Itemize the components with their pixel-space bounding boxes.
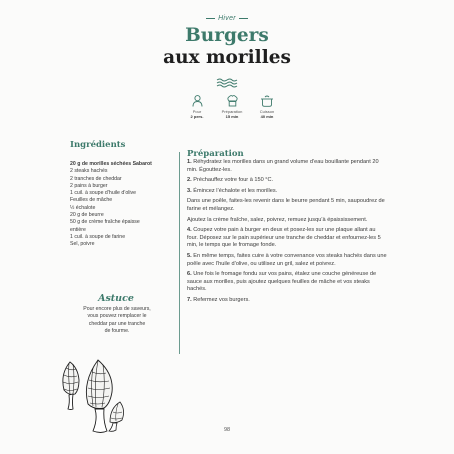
meta-servings-label: Pour — [192, 109, 202, 114]
step-7 — [187, 297, 387, 305]
step-text: Dans une poêle, faites-les revenir dans le beurre pendant 5 min, saupoudrez de farine et mélangez. — [187, 198, 385, 212]
step-number: 3. — [187, 187, 192, 194]
meta-cook — [252, 95, 282, 119]
tip-line: vous pouvez remplacer le — [87, 313, 147, 320]
step-text: Refermez vos burgers. — [193, 296, 250, 303]
tip-title: Astuce — [98, 293, 134, 304]
meta-cook-value: 40 min — [260, 114, 274, 119]
column-divider — [179, 152, 180, 354]
step-3-cont-a — [187, 198, 387, 213]
meta-cook-label: Cuisson — [259, 109, 275, 114]
step-6 — [187, 271, 387, 294]
ingredient-item: 50 g de crème fraîche épaisse — [70, 219, 140, 226]
ingredient-item: 2 pains à burger — [70, 182, 108, 189]
ingredient-item: 20 g de morilles séchées Sabarot — [70, 161, 152, 167]
tip-line: Pour encore plus de saveurs, — [83, 306, 151, 312]
ingredient-item: 1 cuil. à soupe d’huile d’olive — [70, 190, 137, 197]
ingredient-item: Feuilles de mâche — [70, 197, 113, 204]
ingredient-item: entière — [70, 226, 86, 233]
step-3-cont-b — [187, 217, 387, 225]
step-number: 1. — [187, 159, 192, 165]
step-number: 2. — [187, 177, 192, 184]
ingredients-title: Ingrédients — [70, 140, 126, 150]
tip-line: cheddar par une tranche — [88, 320, 146, 327]
chef-icon — [226, 95, 239, 107]
step-number: 4. — [187, 227, 192, 234]
step-text: Préchauffez votre four à 150 °C. — [193, 177, 274, 184]
ingredient-item: Sel, poivre — [70, 241, 95, 248]
step-number: 7. — [187, 296, 192, 303]
morel-mushrooms-illustration — [58, 352, 130, 434]
ingredient-item: 20 g de beurre — [70, 212, 104, 219]
tip-line: de fourme. — [104, 328, 130, 335]
step-1 — [187, 159, 387, 174]
meta-prep-label: Préparation — [221, 109, 243, 114]
step-4 — [187, 227, 387, 250]
step-number: 5. — [187, 252, 192, 259]
ingredient-item: 2 tranches de cheddar — [70, 175, 122, 182]
ingredient-item: ½ échalote — [70, 204, 96, 211]
step-text: Une fois le fromage fondu sur vos pains, étalez une couche généreuse de sauce aux morilles, puis ajoutez quelques feuilles de mâche et vos steaks hachés. — [187, 271, 377, 293]
tip-text — [68, 306, 166, 336]
season-text: Hiver — [203, 15, 251, 22]
step-text: Ajoutez la crème fraîche, salez, poivrez, remuez jusqu’à épaississement. — [187, 216, 368, 223]
preparation-title: Préparation — [187, 149, 244, 159]
step-text: En même temps, faites cuire à votre convenance vos steaks hachés dans une poêle avec l’huile d’olive, ou utilisez un gril, salez et poivrez. — [187, 252, 387, 267]
step-text: Coupez votre pain à burger en deux et posez-les sur une plaque allant au four. Déposez sur le pain supérieur une tranche de cheddar et enfournez-les 5 min, le temps que le fromage fonde. — [187, 227, 381, 249]
person-icon — [192, 95, 203, 107]
step-2 — [187, 177, 387, 185]
step-5 — [187, 253, 387, 268]
pot-icon — [260, 95, 274, 107]
meta-prep-value: 15 min — [225, 114, 239, 119]
preparation-steps — [187, 159, 387, 308]
ingredient-item: 1 cuil. à soupe de farine — [70, 233, 126, 240]
meta-servings — [182, 95, 212, 119]
step-text: Réhydratez les morilles dans un grand volume d’eau bouillante pendant 20 min. Égouttez-les. — [187, 159, 379, 173]
recipe-meta — [182, 95, 282, 129]
page-number: 98 — [223, 427, 231, 433]
ingredients-list — [70, 161, 174, 249]
meta-servings-value: 2 pers. — [190, 114, 204, 119]
wave-ornament-icon — [216, 77, 238, 89]
step-3 — [187, 188, 387, 196]
title-line2: aux morilles — [163, 47, 291, 68]
title-line1: Burgers — [185, 25, 269, 46]
step-text: Émincez l’échalote et les morilles. — [193, 187, 278, 194]
step-number: 6. — [187, 271, 192, 278]
meta-prep — [217, 95, 247, 119]
recipe-title — [0, 25, 454, 69]
ingredient-item: 2 steaks hachés — [70, 168, 108, 175]
season-label — [0, 7, 454, 25]
